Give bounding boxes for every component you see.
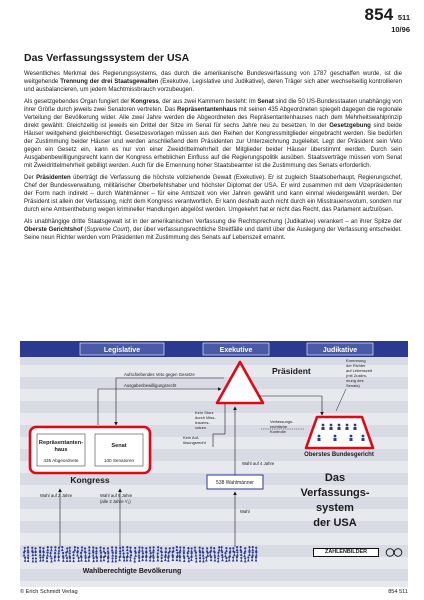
paragraph-2: Als gesetzgebendes Organ fungiert der Kongress, der aus zwei Kammern besteht: Im Senat sind die 50 US-Bundesstaaten unabhängig von ihrer Größe durch jeweils zwei Senatoren vertreten. Das Repräsentantenhaus mit seinen 435 Abgeordneten spiegelt dagegen die regionale Verteilung der Bevölkerung wider. Alle zwei Jahre werden die Abgeordneten des Repräsentantenhauses nach dem Mehrheitswahlprinzip direkt gewählt. Gleichzeitig ist jeweils ein Drittel der Sitze im Senat für sechs Jahre neu zu besetzen. In der Gesetzgebung sind beide Häuser weitgehend gleichberechtigt. Gesetzesvorlagen müssen aus den Reihen der Kongressmitglieder eingebracht werden. Sie bedürfen der Zustimmung beider Häuser und werden anschließend dem Präsidenten zur Unterzeichnung zugeleitet. Legt der Präsident sein Veto gegen ein Gesetz ein, kann es nur von einer Zweidrittelmehrheit der Mitglieder beider Häuser überstimmt werden. Durch sein Ausgabenbewilligungsrecht kann der Kongress erheblichen Einfluss auf die Regierungspolitik ausüben. Staatsverträge müssen vom Senat mit Zweidrittelmehrheit gebilligt werden. Auch für die Ernennung hoher Staatsbeamter ist die Zustimmung des Senats erforderlich. bbox=[24, 98, 403, 170]
big-title-line-2: Verfassungs- bbox=[300, 487, 370, 499]
footer-copyright: © Erich Schmidt Verlag bbox=[20, 589, 78, 595]
appoint-line-3: auf Lebenszeit bbox=[346, 368, 373, 373]
appoint-line-4: (mit Zustim- bbox=[346, 373, 368, 378]
voters-label: Wahlberechtigte Bevölkerung bbox=[82, 568, 182, 575]
footer-number: 854 511 bbox=[388, 589, 408, 595]
veto-label: Aufschiebendes Veto gegen Gesetze bbox=[124, 372, 195, 377]
sheet-number-sub: 511 bbox=[397, 13, 410, 22]
no-dissolve-line-1: Kein Auf- bbox=[183, 435, 200, 440]
header-executive: Exekutive bbox=[219, 347, 253, 354]
review-line-3: Kontrolle bbox=[270, 429, 286, 434]
elect-pres-label: Wahl auf 4 Jahre bbox=[242, 461, 275, 466]
house-label-1: Repräsentanten- bbox=[38, 440, 84, 446]
big-title-line-1: Das bbox=[324, 472, 346, 484]
no-fall-line-1: Kein Sturz bbox=[195, 410, 214, 415]
elect-senate-line-1: Wahl auf 6 Jahre bbox=[100, 493, 133, 498]
big-title-line-3: system bbox=[316, 502, 354, 514]
column-headers bbox=[20, 341, 408, 357]
senate-seats: 100 Senatoren bbox=[103, 458, 135, 463]
sheet-date: 10/96 bbox=[391, 25, 410, 34]
house-seats: 435 Abgeordnete bbox=[43, 458, 79, 463]
president-label: Präsident bbox=[272, 366, 311, 376]
appoint-line-6: Senats) bbox=[346, 383, 360, 388]
congress-label: Kongress bbox=[70, 475, 110, 485]
body-text bbox=[24, 70, 402, 245]
budget-label: Ausgabenbewilligungsrecht bbox=[124, 383, 177, 388]
zahlenbilder-logo: ZAHLENBILDER bbox=[313, 548, 379, 557]
big-title-line-4: der USA bbox=[313, 517, 357, 529]
review-line-2: rechtliche bbox=[270, 424, 288, 429]
paragraph-3: Der Präsidenten überträgt die Verfassung die höchste vollziehende Gewalt (Exekutive). Er ist zugleich Staatsoberhaupt, Regierungschef, Chef der Bundesverwaltung, militärischer Oberbefehlshaber und höchster Diplomat der USA. Er wird zusammen mit dem Vizepräsidenten der Form nach indirekt – durch Wahlmänner – für eine Amtszeit von vier Jahren gewählt und kann einmal wiedergewählt werden. Der Präsident ist allein der Verfassung, nicht dem Kongress verantwortlich. Er kann deshalb auch nicht durch ein Misstrauensvotum, sondern nur durch eine Amtsenthebung wegen krimineller Handlungen abgelöst werden. Umgekehrt hat er nicht das Recht, das Parlament aufzulösen. bbox=[24, 174, 402, 214]
court-label: Oberstes Bundesgericht bbox=[304, 452, 374, 458]
sheet-number bbox=[364, 5, 410, 34]
sheet-number-main: 854 bbox=[364, 5, 394, 24]
header-judicative: Judikative bbox=[322, 347, 358, 354]
senate-label: Senat bbox=[111, 443, 127, 449]
review-line-1: Verfassungs- bbox=[270, 419, 294, 424]
no-dissolve-line-2: lösungsrecht bbox=[183, 440, 206, 445]
paragraph-4: Als unabhängige dritte Staatsgewalt ist in der amerikanischen Verfassung die Rechtsprechung (Judikative) verankert – an ihrer Spitze der Oberste Gerichtshof (Supreme Court), der über verfassungsrechtliche Streitfälle und damit über die Auslegung der Verfassung entscheidet. Seine neun Richter werden vom Präsidenten mit Zustimmung des Senats auf Lebenszeit ernannt. bbox=[24, 218, 402, 241]
congress-box bbox=[30, 427, 150, 485]
page-title: Das Verfassungssystem der USA bbox=[24, 52, 190, 64]
no-fall-line-3: trauens- bbox=[195, 420, 210, 425]
elect-house-label: Wahl auf 2 Jahre bbox=[40, 493, 73, 498]
electors-label: 538 Wahlmänner bbox=[216, 480, 254, 486]
header-legislative: Legislative bbox=[103, 347, 141, 354]
house-label-2: haus bbox=[54, 447, 68, 453]
appoint-line-2: der Richter bbox=[346, 363, 366, 368]
elect-senate-line-2: (alle 2 Jahre ¹/₃) bbox=[100, 499, 131, 504]
vote-label: Wahl bbox=[240, 509, 250, 514]
no-fall-line-2: durch Miss- bbox=[195, 415, 216, 420]
zahlenbilder-logo-mark bbox=[383, 548, 405, 557]
appoint-line-1: Ernennung bbox=[346, 358, 366, 363]
paragraph-1: Wesentliches Merkmal des Regierungssystems, das durch die amerikanische Bundesverfassung von 1787 geschaffen wurde, ist die weitgehende Trennung der drei Staatsgewalten (Exekutive, Legislative und Judikative), deren Träger sich aber wechselseitig kontrollieren und ausbalancieren, um jedem Machtmissbrauch vorzubeugen. bbox=[24, 71, 403, 94]
appoint-line-5: mung des bbox=[346, 378, 364, 383]
no-fall-line-4: votum bbox=[195, 425, 206, 430]
